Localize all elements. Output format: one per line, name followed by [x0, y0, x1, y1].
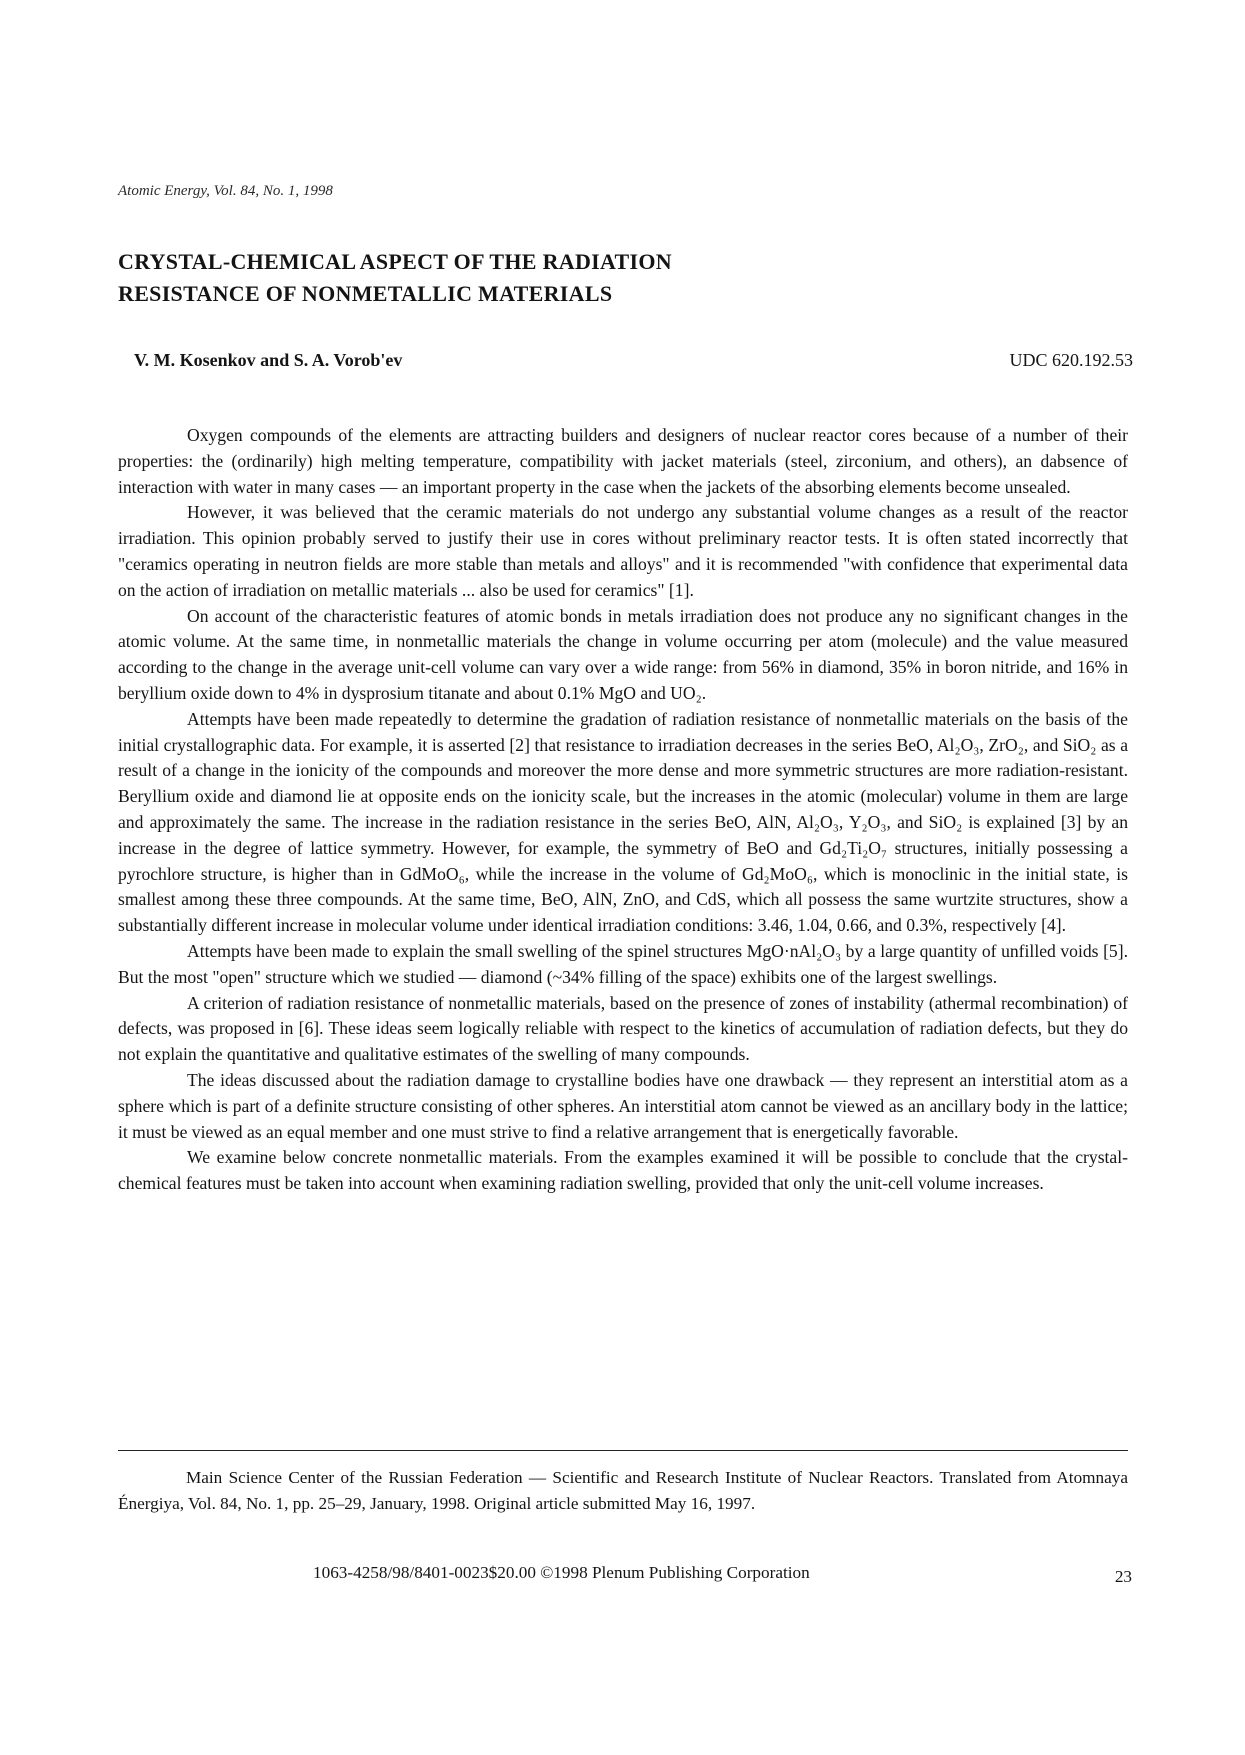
body-paragraph-1: Oxygen compounds of the elements are attracting builders and designers of nuclear reactor cores because of a number of their properties: the (ordinarily) high melting temperature, compatibility with jacket materials (steel, zirconium, and others), an dabsence of interaction with water in many cases — an important property in the case when the jackets of the absorbing elements become unsealed.: [118, 425, 1128, 497]
article-title: [118, 246, 1018, 310]
article-body: [118, 423, 1128, 1197]
body-paragraph-2: However, it was believed that the ceramic materials do not undergo any substantial volume changes as a result of the reactor irradiation. This opinion probably served to justify their use in cores without preliminary reactor tests. It is often stated incorrectly that "ceramics operating in neutron fields are more stable than metals and alloys" and it is recommended "with confidence that experimental data on the action of irradiation on metallic materials ... also be used for ceramics" [1].: [118, 502, 1128, 600]
body-paragraph-7: The ideas discussed about the radiation damage to crystalline bodies have one drawback — they represent an interstitial atom as a sphere which is part of a definite structure consisting of other spheres. An interstitial atom cannot be viewed as an ancillary body in the lattice; it must be viewed as an equal member and one must strive to find a relative arrangement that is energetically favorable.: [118, 1069, 1128, 1142]
footnote: [118, 1465, 1128, 1517]
udc-code: UDC 620.192.53: [1009, 350, 1133, 370]
body-paragraph-5: Attempts have been made to explain the small swelling of the spinel structures MgO·nAl₂O₃ by a large quantity of unfilled voids [5]. But the most "open" structure which we studied — diamond (~34% filling of the space) exhibits one of the largest swellings.: [118, 940, 1128, 987]
footnote-text: Main Science Center of the Russian Federation — Scientific and Research Institute of Nuclear Reactors. Translated from Atomnaya Énergiya, Vol. 84, No. 1, pp. 25–29, January, 1998. Original article submitted May 16, 1997.: [118, 1468, 1128, 1513]
issn-copyright-line: 1063-4258/98/8401-0023$20.00 ©1998 Plenum Publishing Corporation: [313, 1563, 810, 1582]
journal-citation: Atomic Energy, Vol. 84, No. 1, 1998: [118, 183, 333, 199]
body-paragraph-8: We examine below concrete nonmetallic materials. From the examples examined it will be possible to conclude that the crystal-chemical features must be taken into account when examining radiation swelling, provided that only the unit-cell volume increases.: [118, 1147, 1128, 1194]
body-paragraph-3: On account of the characteristic features of atomic bonds in metals irradiation does not produce any no significant changes in the atomic volume. At the same time, in nonmetallic materials the change in volume occurring per atom (molecule) and the value measured according to the change in the average unit-cell volume can vary over a wide range: from 56% in diamond, 35% in boron nitride, and 16% in beryllium oxide down to 4% in dysprosium titanate and about 0.1% MgO and UO₂.: [118, 605, 1128, 703]
body-paragraph-6: A criterion of radiation resistance of nonmetallic materials, based on the presence of zones of instability (athermal recombination) of defects, was proposed in [6]. These ideas seem logically reliable with respect to the kinetics of accumulation of radiation defects, but they do not explain the quantitative and qualitative estimates of the swelling of many compounds.: [118, 992, 1128, 1065]
article-title-line-2: RESISTANCE OF NONMETALLIC MATERIALS: [118, 281, 613, 306]
body-paragraph-4: Attempts have been made repeatedly to determine the gradation of radiation resistance of nonmetallic materials on the basis of the initial crystallographic data. For example, it is asserted [2] that resistance to irradiation decreases in the series BeO, Al₂O₃, ZrO₂, and SiO₂ as a result of a change in the ionicity of the compounds and moreover the more dense and more symmetric structures are more radiation-resistant. Beryllium oxide and diamond lie at opposite ends on the ionicity scale, but the increases in the atomic (molecular) volume in them are large and approximately the same. The increase in the radiation resistance in the series BeO, AlN, Al₂O₃, Y₂O₃, and SiO₂ is explained [3] by an increase in the degree of lattice symmetry. However, for example, the symmetry of BeO and Gd₂Ti₂O₇ structures, initially possessing a pyrochlore structure, is higher than in GdMoO₆, while the increase in the volume of Gd₂MoO₆, which is monoclinic in the initial state, is smallest among these three compounds. At the same time, BeO, AlN, ZnO, and CdS, which all possess the same wurtzite structures, show a substantially different increase in molecular volume under identical irradiation conditions: 3.46, 1.04, 0.66, and 0.3%, respectively [4].: [118, 708, 1128, 936]
footnote-divider: [118, 1450, 1128, 1451]
article-title-line-1: CRYSTAL-CHEMICAL ASPECT OF THE RADIATION: [118, 249, 672, 274]
page-number: 23: [1114, 1567, 1132, 1586]
article-authors: V. M. Kosenkov and S. A. Vorob'ev: [134, 350, 403, 370]
